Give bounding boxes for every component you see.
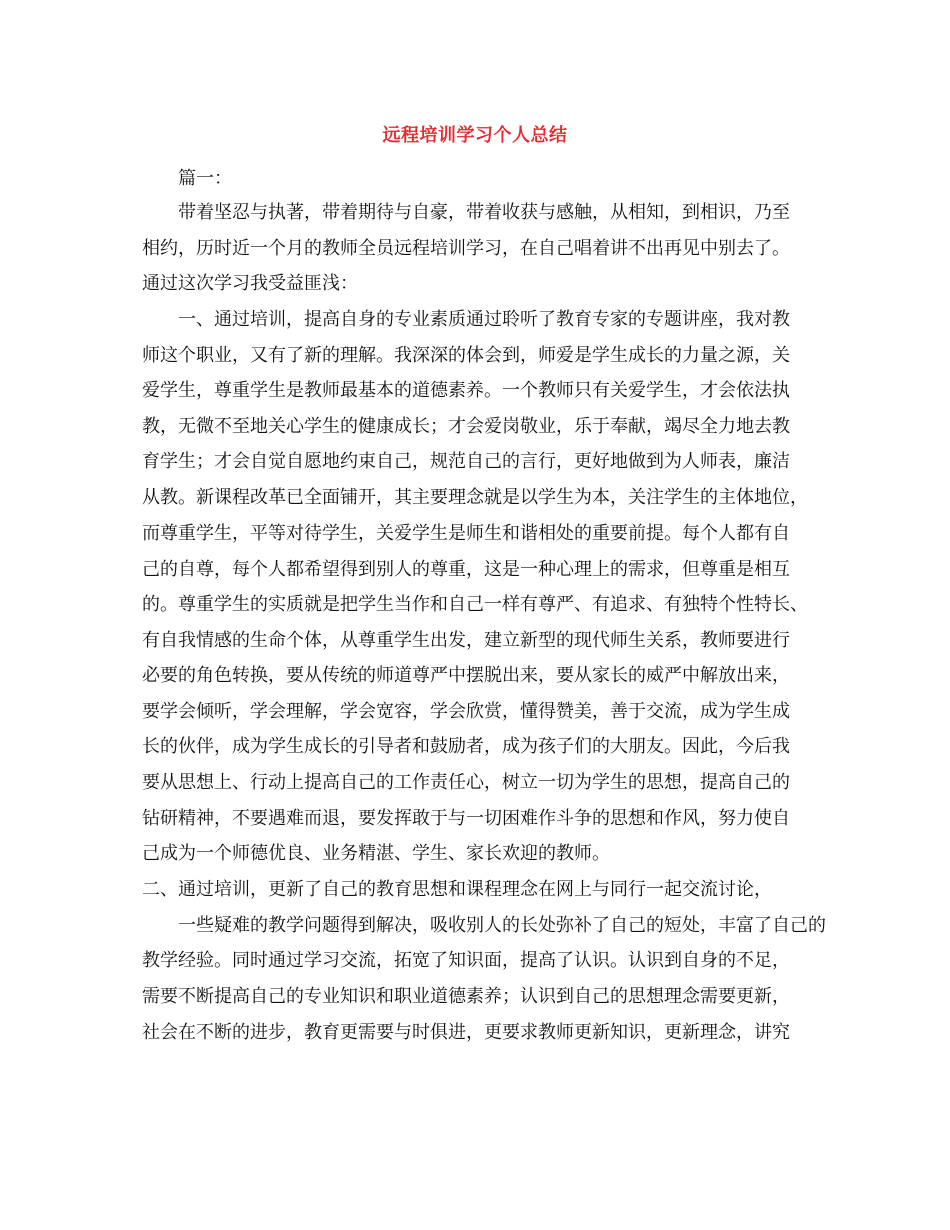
paragraph-line: 师这个职业，又有了新的理解。我深深的体会到，师爱是学生成长的力量之源，关	[142, 345, 790, 366]
line-section-heading: 篇一：	[178, 168, 232, 189]
paragraph-line: 育学生；才会自觉自愿地约束自己，规范自己的言行，更好地做到为人师表，廉洁	[142, 451, 790, 472]
paragraph-line: 而尊重学生，平等对待学生，关爱学生是师生和谐相处的重要前提。每个人都有自	[142, 523, 790, 544]
paragraph-line: 一些疑难的教学问题得到解决，吸收别人的长处弥补了自己的短处，丰富了自己的	[178, 915, 826, 936]
paragraph-line: 教，无微不至地关心学生的健康成长；才会爱岗敬业，乐于奉献，竭尽全力地去教	[142, 416, 790, 437]
paragraph-line: 有自我情感的生命个体，从尊重学生出发，建立新型的现代师生关系，教师要进行	[142, 630, 790, 651]
paragraph-line: 通过这次学习我受益匪浅：	[142, 273, 358, 294]
paragraph-line: 教学经验。同时通过学习交流，拓宽了知识面，提高了认识。认识到自身的不足，	[142, 950, 790, 971]
paragraph-line: 一、通过培训，提高自身的专业素质通过聆听了教育专家的专题讲座，我对教	[178, 309, 790, 330]
paragraph-line: 带着坚忍与执著，带着期待与自豪，带着收获与感触，从相知，到相识，乃至	[178, 202, 790, 223]
paragraph-line: 的。尊重学生的实质就是把学生当作和自己一样有尊严、有追求、有独特个性特长、	[142, 594, 808, 615]
paragraph-line: 必要的角色转换，要从传统的师道尊严中摆脱出来，要从家长的威严中解放出来，	[142, 665, 790, 686]
paragraph-line: 二、通过培训，更新了自己的教育思想和课程理念在网上与同行一起交流讨论，	[142, 879, 772, 900]
paragraph-line: 社会在不断的进步，教育更需要与时俱进，更要求教师更新知识，更新理念，讲究	[142, 1022, 790, 1043]
document-title: 远程培训学习个人总结	[382, 125, 568, 146]
paragraph-line: 己成为一个师德优良、业务精湛、学生、家长欢迎的教师。	[142, 843, 610, 864]
paragraph-line: 相约，历时近一个月的教师全员远程培训学习，在自己唱着讲不出再见中别去了。	[142, 238, 790, 259]
paragraph-line: 爱学生，尊重学生是教师最基本的道德素养。一个教师只有关爱学生，才会依法执	[142, 380, 790, 401]
paragraph-line: 要从思想上、行动上提高自己的工作责任心，树立一切为学生的思想，提高自己的	[142, 772, 790, 793]
paragraph-line: 要学会倾听，学会理解，学会宽容，学会欣赏，懂得赞美，善于交流，成为学生成	[142, 701, 790, 722]
paragraph-line: 从教。新课程改革已全面铺开，其主要理念就是以学生为本，关注学生的主体地位，	[142, 487, 808, 508]
paragraph-line: 长的伙伴，成为学生成长的引导者和鼓励者，成为孩子们的大朋友。因此，今后我	[142, 736, 790, 757]
paragraph-line: 钻研精神，不要遇难而退，要发挥敢于与一切困难作斗争的思想和作风，努力使自	[142, 808, 790, 829]
paragraph-line: 己的自尊，每个人都希望得到别人的尊重，这是一种心理上的需求，但尊重是相互	[142, 559, 790, 580]
paragraph-line: 需要不断提高自己的专业知识和职业道德素养；认识到自己的思想理念需要更新，	[142, 986, 790, 1007]
